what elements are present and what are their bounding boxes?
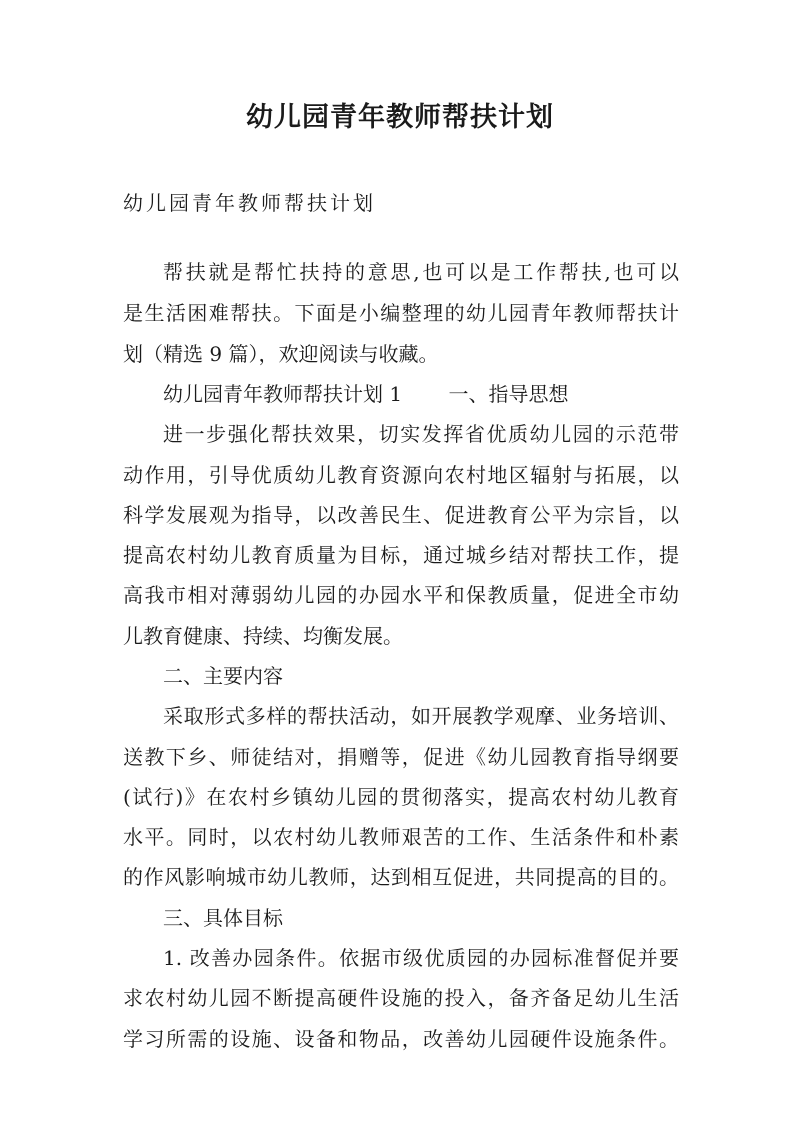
paragraph-line: 科学发展观为指导，以改善民生、促进教育公平为宗旨，以 (123, 503, 679, 527)
document-title: 幼儿园青年教师帮扶计划 (246, 102, 554, 133)
paragraph-line: 儿教育健康、持续、均衡发展。 (123, 624, 403, 648)
paragraph-line: (试行)》在农村乡镇幼儿园的贯彻落实，提高农村幼儿教育 (123, 785, 679, 809)
intro-line: 是生活困难帮扶。下面是小编整理的幼儿园青年教师帮扶计 (123, 301, 679, 325)
paragraph-line: 采取形式多样的帮扶活动，如开展教学观摩、业务培训、 (163, 704, 679, 728)
paragraph-line: 进一步强化帮扶效果，切实发挥省优质幼儿园的示范带 (163, 422, 679, 446)
plan-heading: 幼儿园青年教师帮扶计划 1 一、指导思想 (163, 382, 569, 406)
intro-line: 划（精选 9 篇），欢迎阅读与收藏。 (123, 342, 439, 366)
paragraph-line: 提高农村幼儿教育质量为目标，通过城乡结对帮扶工作，提 (123, 543, 679, 567)
intro-line: 帮扶就是帮忙扶持的意思,也可以是工作帮扶,也可以 (163, 260, 679, 284)
section-heading: 二、主要内容 (163, 664, 283, 688)
paragraph-line: 学习所需的设施、设备和物品，改善幼儿园硬件设施条件。 (123, 1027, 679, 1051)
paragraph-line: 高我市相对薄弱幼儿园的办园水平和保教质量，促进全市幼 (123, 583, 679, 607)
paragraph-line: 求农村幼儿园不断提高硬件设施的投入，备齐备足幼儿生活 (123, 986, 679, 1010)
paragraph-line: 送教下乡、师徒结对，捐赠等，促进《幼儿园教育指导纲要 (123, 745, 679, 769)
section-heading: 三、具体目标 (163, 906, 283, 930)
paragraph-line: 水平。同时，以农村幼儿教师艰苦的工作、生活条件和朴素 (123, 825, 679, 849)
paragraph-line: 1. 改善办园条件。依据市级优质园的办园标准督促并要 (163, 946, 679, 970)
paragraph-line: 动作用，引导优质幼儿教育资源向农村地区辐射与拓展，以 (123, 463, 679, 487)
document-subtitle: 幼儿园青年教师帮扶计划 (123, 191, 376, 215)
paragraph-line: 的作风影响城市幼儿教师，达到相互促进，共同提高的目的。 (123, 865, 679, 889)
